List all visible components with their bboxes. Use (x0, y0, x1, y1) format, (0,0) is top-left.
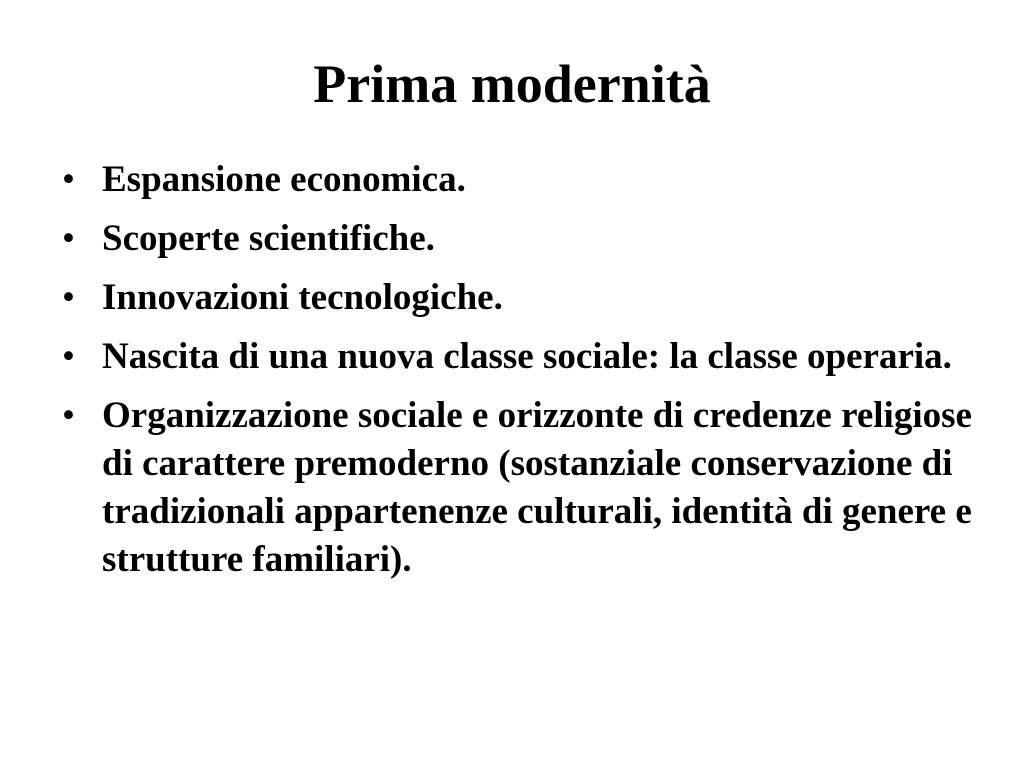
bullet-icon: • (62, 336, 75, 377)
list-item (62, 333, 972, 381)
bullet-icon: • (62, 159, 75, 200)
bullet-icon: • (62, 218, 75, 259)
list-item (62, 274, 972, 322)
list-item-text: Organizzazione sociale e orizzonte di credenze religiose di carattere premoderno (sostanziale conservazione di tradizionali appartenenze culturali, identità di genere e strutture familiari). (102, 395, 972, 580)
bullet-icon: • (62, 277, 75, 318)
slide-title: Prima modernità (313, 54, 711, 114)
list-item-text: Scoperte scientifiche. (102, 218, 435, 259)
list-item-text: Nascita di una nuova classe sociale: la classe operaria. (102, 336, 952, 377)
list-item-text: Innovazioni tecnologiche. (102, 277, 503, 318)
bullet-icon: • (62, 395, 75, 436)
list-item-text: Espansione economica. (102, 159, 466, 200)
bullet-list (62, 156, 972, 595)
list-item (62, 156, 972, 204)
list-item (62, 392, 972, 584)
list-item (62, 215, 972, 263)
